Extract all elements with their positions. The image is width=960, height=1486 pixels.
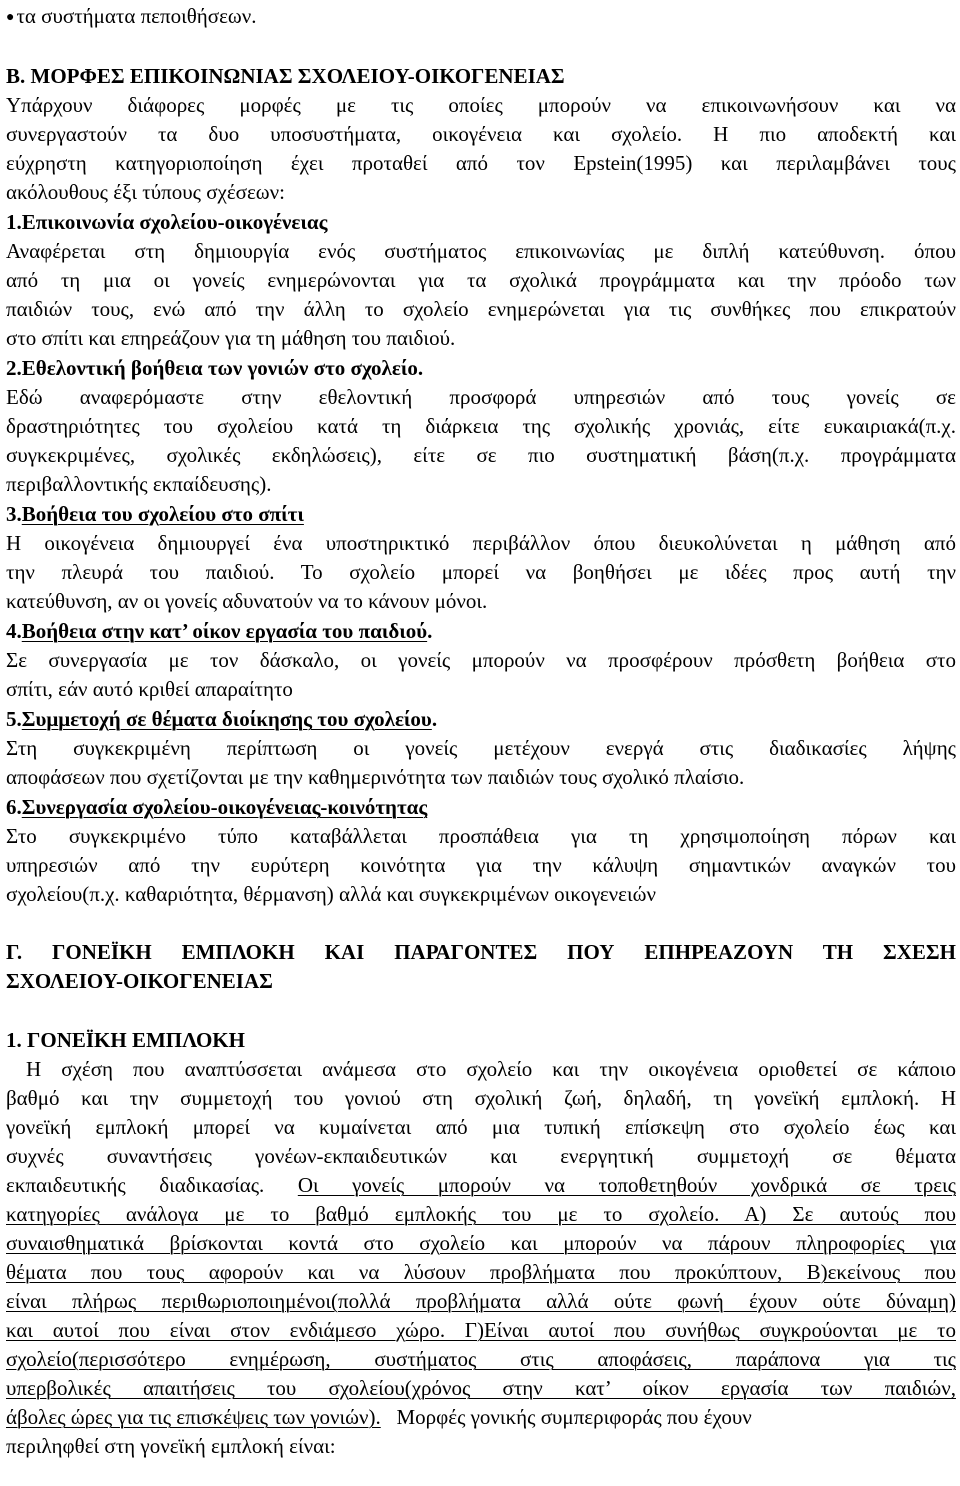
type2-title: Εθελοντική βοήθεια των γονιών στο σχολείο. <box>21 356 424 380</box>
type2-heading <box>6 354 956 382</box>
paragraph-text: Μορφές γονικής συμπεριφοράς που έχουν <box>380 1405 752 1429</box>
section-c-paragraph-line: συχνές συναντήσεις γονέων-εκπαιδευτικών και ενεργητική συμμετοχή σε θέματα <box>6 1144 956 1168</box>
type4-line: Σε συνεργασία με τον δάσκαλο, οι γονείς μπορούν να προσφέρουν πρόσθετη βοήθεια στο <box>6 648 956 672</box>
type2-number: 2. <box>6 356 22 380</box>
type3-number: 3. <box>6 502 22 526</box>
type2-line: Εδώ αναφερόμαστε στην εθελοντική προσφορά υπηρεσιών από τους γονείς σε <box>6 385 956 409</box>
underlined-line: είναι πλήρως περιθωριοποιημένοι(πολλά προβλήματα αλλά ούτε φωνή έχουν ούτε δύναμη) <box>6 1289 956 1313</box>
section-c-paragraph-line: βαθμό και την συμμετοχή του γονιού στη σχολική ζωή, δηλαδή, τη γονεϊκή εμπλοκή. Η <box>6 1086 956 1110</box>
underlined-line: συναισθηματικά βρίσκονται κοντά στο σχολείο και μπορούν να πάρουν πληροφορίες για <box>6 1231 956 1255</box>
type6-title: Συνεργασία σχολείου-οικογένειας-κοινότητας <box>21 795 428 819</box>
type3-line: κατεύθυνση, αν οι γονείς αδυνατούν να το κάνουν μόνοι. <box>6 589 488 613</box>
type3-line: Η οικογένεια δημιουργεί ένα υποστηρικτικό περιβάλλον όπου διευκολύνεται η μάθηση από <box>6 531 956 555</box>
section-c-paragraph-line: Η σχέση που αναπτύσσεται ανάμεσα στο σχολείο και την οικογένεια οριοθετεί σε κάποιο <box>6 1057 956 1081</box>
underlined-text: άβολες ώρες για τις επισκέψεις των γονιών). <box>6 1405 381 1429</box>
type5-line: Στη συγκεκριμένη περίπτωση οι γονείς μετέχουν ενεργά στις διαδικασίες λήψης <box>6 736 956 760</box>
type1-title: Επικοινωνία σχολείου-οικογένειας <box>21 210 328 234</box>
type1-heading <box>6 208 956 236</box>
underlined-line: θέματα που τους αφορούν και να λύσουν προβλήματα που προκύπτουν, Β)εκείνους που <box>6 1260 956 1284</box>
paragraph-text: εκπαιδευτικής διαδικασίας. <box>6 1173 298 1197</box>
intro-line: ● τα συστήματα πεποιθήσεων. <box>6 2 956 34</box>
section-c-heading-line: ΣΧΟΛΕΙΟΥ-ΟΙΚΟΓΕΝΕΙΑΣ <box>6 969 273 993</box>
section-b-intro-line: Υπάρχουν διάφορες μορφές με τις οποίες μπορούν να επικοινωνήσουν και να <box>6 93 956 117</box>
underlined-line: και αυτοί που είναι στον ενδιάμεσο χώρο. Γ)Είναι αυτοί που συνήθως συγκρούονται με το <box>6 1318 956 1342</box>
type1-line: από τη μια οι γονείς ενημερώνονται για τα σχολικά προγράμματα και την πρόοδο των <box>6 268 956 292</box>
type4-line: σπίτι, εάν αυτό κριθεί απαραίτητο <box>6 677 293 701</box>
section-c-paragraph-line: γονεϊκή εμπλοκή μπορεί να κυμαίνεται από μια τυπική επίσκεψη στο σχολείο έως και <box>6 1115 956 1139</box>
underlined-line: υπερβολικές απαιτήσεις του σχολείου(χρόνος στην κατ’ οίκον εργασία των παιδιών, <box>6 1376 956 1400</box>
underlined-line: κατηγορίες ανάλογα με το βαθμό εμπλοκής του με το σχολείο. Α) Σε αυτούς που <box>6 1202 956 1226</box>
section-c-paragraph-line <box>6 1403 956 1431</box>
section-c-heading-line: Γ. ΓΟΝΕΪΚΗ ΕΜΠΛΟΚΗ ΚΑΙ ΠΑΡΑΓΟΝΤΕΣ ΠΟΥ ΕΠΗΡΕΑΖΟΥΝ ΤΗ ΣΧΕΣΗ <box>6 940 956 964</box>
type6-line: σχολείου(π.χ. καθαριότητα, θέρμανση) αλλά και συγκεκριμένων οικογενειών <box>6 882 656 906</box>
type6-number: 6. <box>6 795 22 819</box>
type5-title: Συμμετοχή σε θέματα διοίκησης του σχολείου <box>21 707 432 731</box>
section-b-heading: Β. ΜΟΡΦΕΣ ΕΠΙΚΟΙΝΩΝΙΑΣ ΣΧΟΛΕΙΟΥ-ΟΙΚΟΓΕΝΕΙΑΣ <box>6 64 565 88</box>
type3-title: Βοήθεια του σχολείου στο σπίτι <box>21 502 304 526</box>
type6-heading <box>6 793 956 821</box>
type1-line: παιδιών τους, ενώ από την άλλη το σχολείο ενημερώνεται για τις συνθήκες που επικρατούν <box>6 297 956 321</box>
section-c-subheading: 1. ΓΟΝΕΪΚΗ ΕΜΠΛΟΚΗ <box>6 1028 245 1052</box>
type2-line: περιβαλλοντικής εκπαίδευσης). <box>6 472 272 496</box>
underlined-text: Οι γονείς μπορούν να τοποθετηθούν χονδρικά σε τρεις <box>297 1173 956 1197</box>
type1-line: στο σπίτι και επηρεάζουν για τη μάθηση του παιδιού. <box>6 326 456 350</box>
type5-heading: 5.Συμμετοχή σε θέματα διοίκησης του σχολείου. <box>6 707 438 731</box>
type4-number: 4. <box>6 619 22 643</box>
section-b-intro-line: εύχρηστη κατηγοριοποίηση έχει προταθεί από τον Epstein(1995) και περιλαμβάνει τους <box>6 151 956 175</box>
type2-line: δραστηριότητες του σχολείου κατά τη διάρκεια της σχολικής χρονιάς, είτε ευκαιριακά(π.χ. <box>6 414 956 438</box>
type4-title: Βοήθεια στην κατ’ οίκον εργασία του παιδιού <box>21 619 428 643</box>
type2-line: συγκεκριμένες, σχολικές εκδηλώσεις), είτε σε πιο συστηματική βάση(π.χ. προγράμματα <box>6 443 956 467</box>
section-c-paragraph-line <box>6 1171 956 1199</box>
section-b-intro-line: ακόλουθους έξι τύπους σχέσεων: <box>6 180 285 204</box>
underlined-line: σχολείο(περισσότερο ενημέρωση, συστήματος στις αποφάσεις, παράπονα για τις <box>6 1347 956 1371</box>
type3-heading <box>6 500 956 528</box>
type5-line: αποφάσεων που σχετίζονται με την καθημερινότητα των παιδιών τους σχολικό πλαίσιο. <box>6 765 745 789</box>
section-b-intro-line: συνεργαστούν τα δυο υποσυστήματα, οικογένεια και σχολείο. Η πιο αποδεκτή και <box>6 122 956 146</box>
type5-number: 5. <box>6 707 22 731</box>
type6-line: υπηρεσιών από την ευρύτερη κοινότητα για την κάλυψη σημαντικών αναγκών του <box>6 853 956 877</box>
type6-line: Στο συγκεκριμένο τύπο καταβάλλεται προσπάθεια για τη χρησιμοποίηση πόρων και <box>6 824 956 848</box>
type3-line: την πλευρά του παιδιού. Το σχολείο μπορεί να βοηθήσει με ιδέες προς αυτή την <box>6 560 956 584</box>
section-c-paragraph-line: περιληφθεί στη γονεϊκή εμπλοκή είναι: <box>6 1434 336 1458</box>
type1-number: 1. <box>6 210 22 234</box>
type1-line: Αναφέρεται στη δημιουργία ενός συστήματος επικοινωνίας με διπλή κατεύθυνση. όπου <box>6 239 956 263</box>
type4-heading: 4.Βοήθεια στην κατ’ οίκον εργασία του παιδιού. <box>6 619 433 643</box>
